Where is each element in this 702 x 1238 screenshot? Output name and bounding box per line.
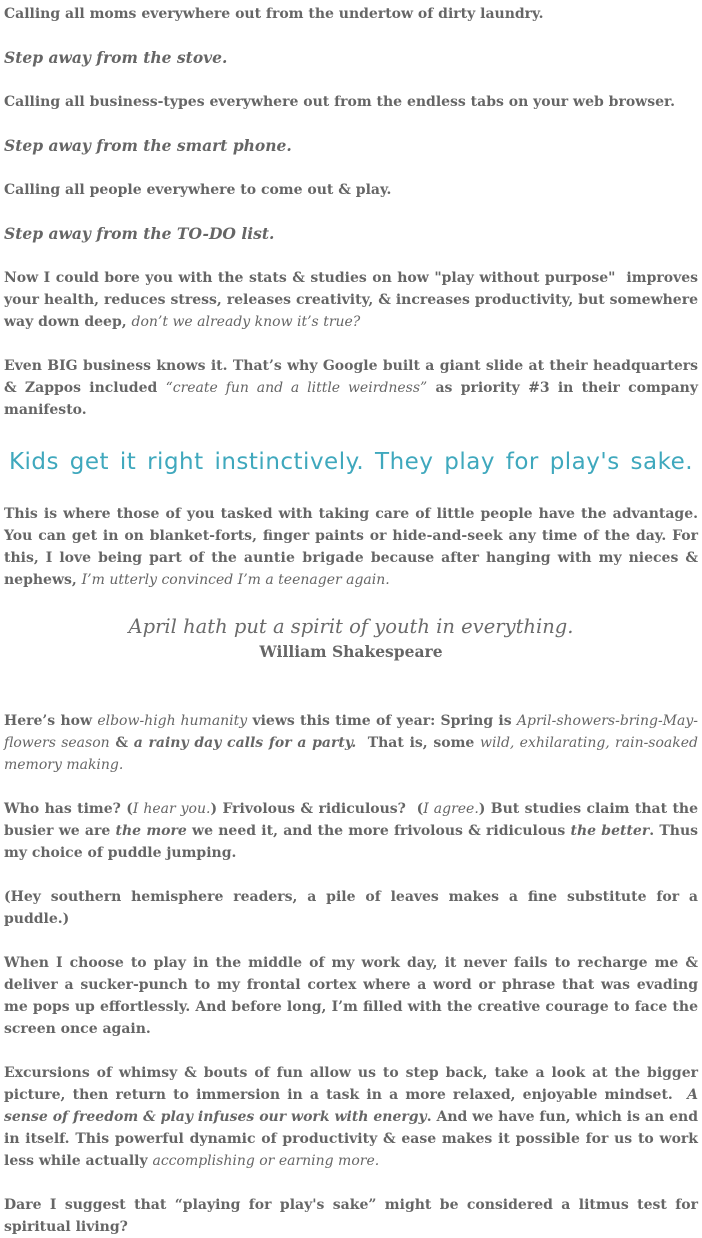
text-run-italic: wild, exhilarating, rain-soaked memory making. (4, 735, 699, 773)
text-run-plain: . Thus my choice of puddle jumping. (4, 823, 699, 861)
text-run-bold-italic: the better (570, 823, 650, 839)
text-run-plain: views this time of year: Spring is (247, 713, 517, 729)
text-run-plain: Excursions of whimsy & bouts of fun allow us to step back, take a look at the bigger picture, then return to immersion in a task in a more relaxed, enjoyable mindset. (4, 1065, 698, 1103)
paragraph (4, 503, 698, 591)
article (4, 3, 698, 1238)
text-run-plain: Calling all business-types everywhere out from the endless tabs on your web browser. (4, 94, 675, 110)
text-run-plain: Calling all people everywhere to come out & play. (4, 182, 392, 198)
paragraph (4, 267, 698, 333)
text-run-plain: (Hey southern hemisphere readers, a pile of leaves makes a fine substitute for a puddle.) (4, 889, 698, 927)
text-run-plain: ) But studies claim that the busier we are (4, 801, 698, 839)
text-run-plain: . And we have fun, which is an end in itself. This powerful dynamic of productivity & ease makes it possible for us to work less while actually (4, 1109, 698, 1169)
text-run-bold-italic: the more (115, 823, 187, 839)
text-run-plain: Dare I suggest that “playing for play's sake” might be considered a litmus test for spiritual living? (4, 1197, 698, 1235)
text-run-plain: Step away from the stove. (4, 48, 228, 67)
text-run-plain: Step away from the TO-DO list. (4, 224, 275, 243)
text-run-plain: as priority #3 in their company manifesto. (4, 380, 698, 418)
text-run-italic: I’m utterly convinced I’m a teenager again. (81, 572, 390, 588)
text-run-plain: Now I could bore you with the stats & studies on how "play without purpose" improves your health, reduces stress, releases creativity, & increases productivity, but somewhere way down deep, (4, 270, 698, 330)
paragraph (4, 798, 698, 864)
text-run-plain: Step away from the smart phone. (4, 136, 292, 155)
quote (4, 613, 698, 640)
text-run-extra-bold: auntie brigade (243, 550, 364, 566)
text-run-plain: ) Frivolous & ridiculous? ( (210, 801, 424, 817)
text-run-plain: we need it, and the more frivolous & ridiculous (186, 823, 571, 839)
paragraph (4, 886, 698, 930)
text-run-italic: “create fun and a little weirdness” (165, 380, 428, 396)
attribution (4, 640, 698, 664)
text-run-plain: Kids get it right instinctively. They play for play's sake. (8, 449, 694, 475)
text-run-plain: This is where those of you tasked with taking care of little people have the advantage. You can get in on blanket-forts, finger paints or hide-and-seek any time of the day. For this, I love being part of the (4, 506, 698, 566)
teal-heading (4, 443, 698, 481)
text-run-plain: That is, some (356, 735, 481, 751)
paragraph (4, 355, 698, 421)
text-run-plain: Who has time? ( (4, 801, 133, 817)
text-run-plain: William Shakespeare (259, 642, 443, 661)
paragraph (4, 3, 698, 25)
paragraph (4, 710, 698, 776)
text-run-plain: Even BIG business knows it. That’s why Google built a giant slide at their headquarters & Zappos included (4, 358, 698, 396)
text-run-plain: Calling all moms everywhere out from the undertow of dirty laundry. (4, 6, 544, 22)
text-run-plain: April hath put a spirit of youth in everything. (128, 615, 574, 638)
callout (4, 47, 698, 69)
text-run-plain: & (109, 735, 134, 751)
paragraph (4, 1062, 698, 1172)
text-run-italic: elbow-high humanity (97, 713, 248, 729)
text-run-bold-italic: A sense of freedom & play infuses our work with energy (4, 1087, 698, 1125)
paragraph (4, 1194, 698, 1238)
paragraph (4, 179, 698, 201)
callout (4, 223, 698, 245)
text-run-italic: April-showers-bring-May-flowers season (4, 713, 698, 751)
text-run-plain: because after hanging with my nieces & nephews, (4, 550, 699, 588)
callout (4, 135, 698, 157)
text-run-italic: don’t we already know it’s true? (131, 314, 361, 330)
text-run-plain: Here’s how (4, 713, 98, 729)
text-run-plain: When I choose to play in the middle of my work day, it never fails to recharge me & deliver a sucker-punch to my frontal cortex where a word or phrase that was evading me pops up effortlessly. And before long, I’m filled with the creative courage to face the screen once again. (4, 955, 698, 1037)
text-run-italic: accomplishing or earning more. (152, 1153, 380, 1169)
paragraph (4, 91, 698, 113)
text-run-italic: I agree. (423, 801, 479, 817)
text-run-italic: I hear you. (132, 801, 211, 817)
text-run-bold-italic: a rainy day calls for a party. (133, 735, 357, 751)
paragraph (4, 952, 698, 1040)
